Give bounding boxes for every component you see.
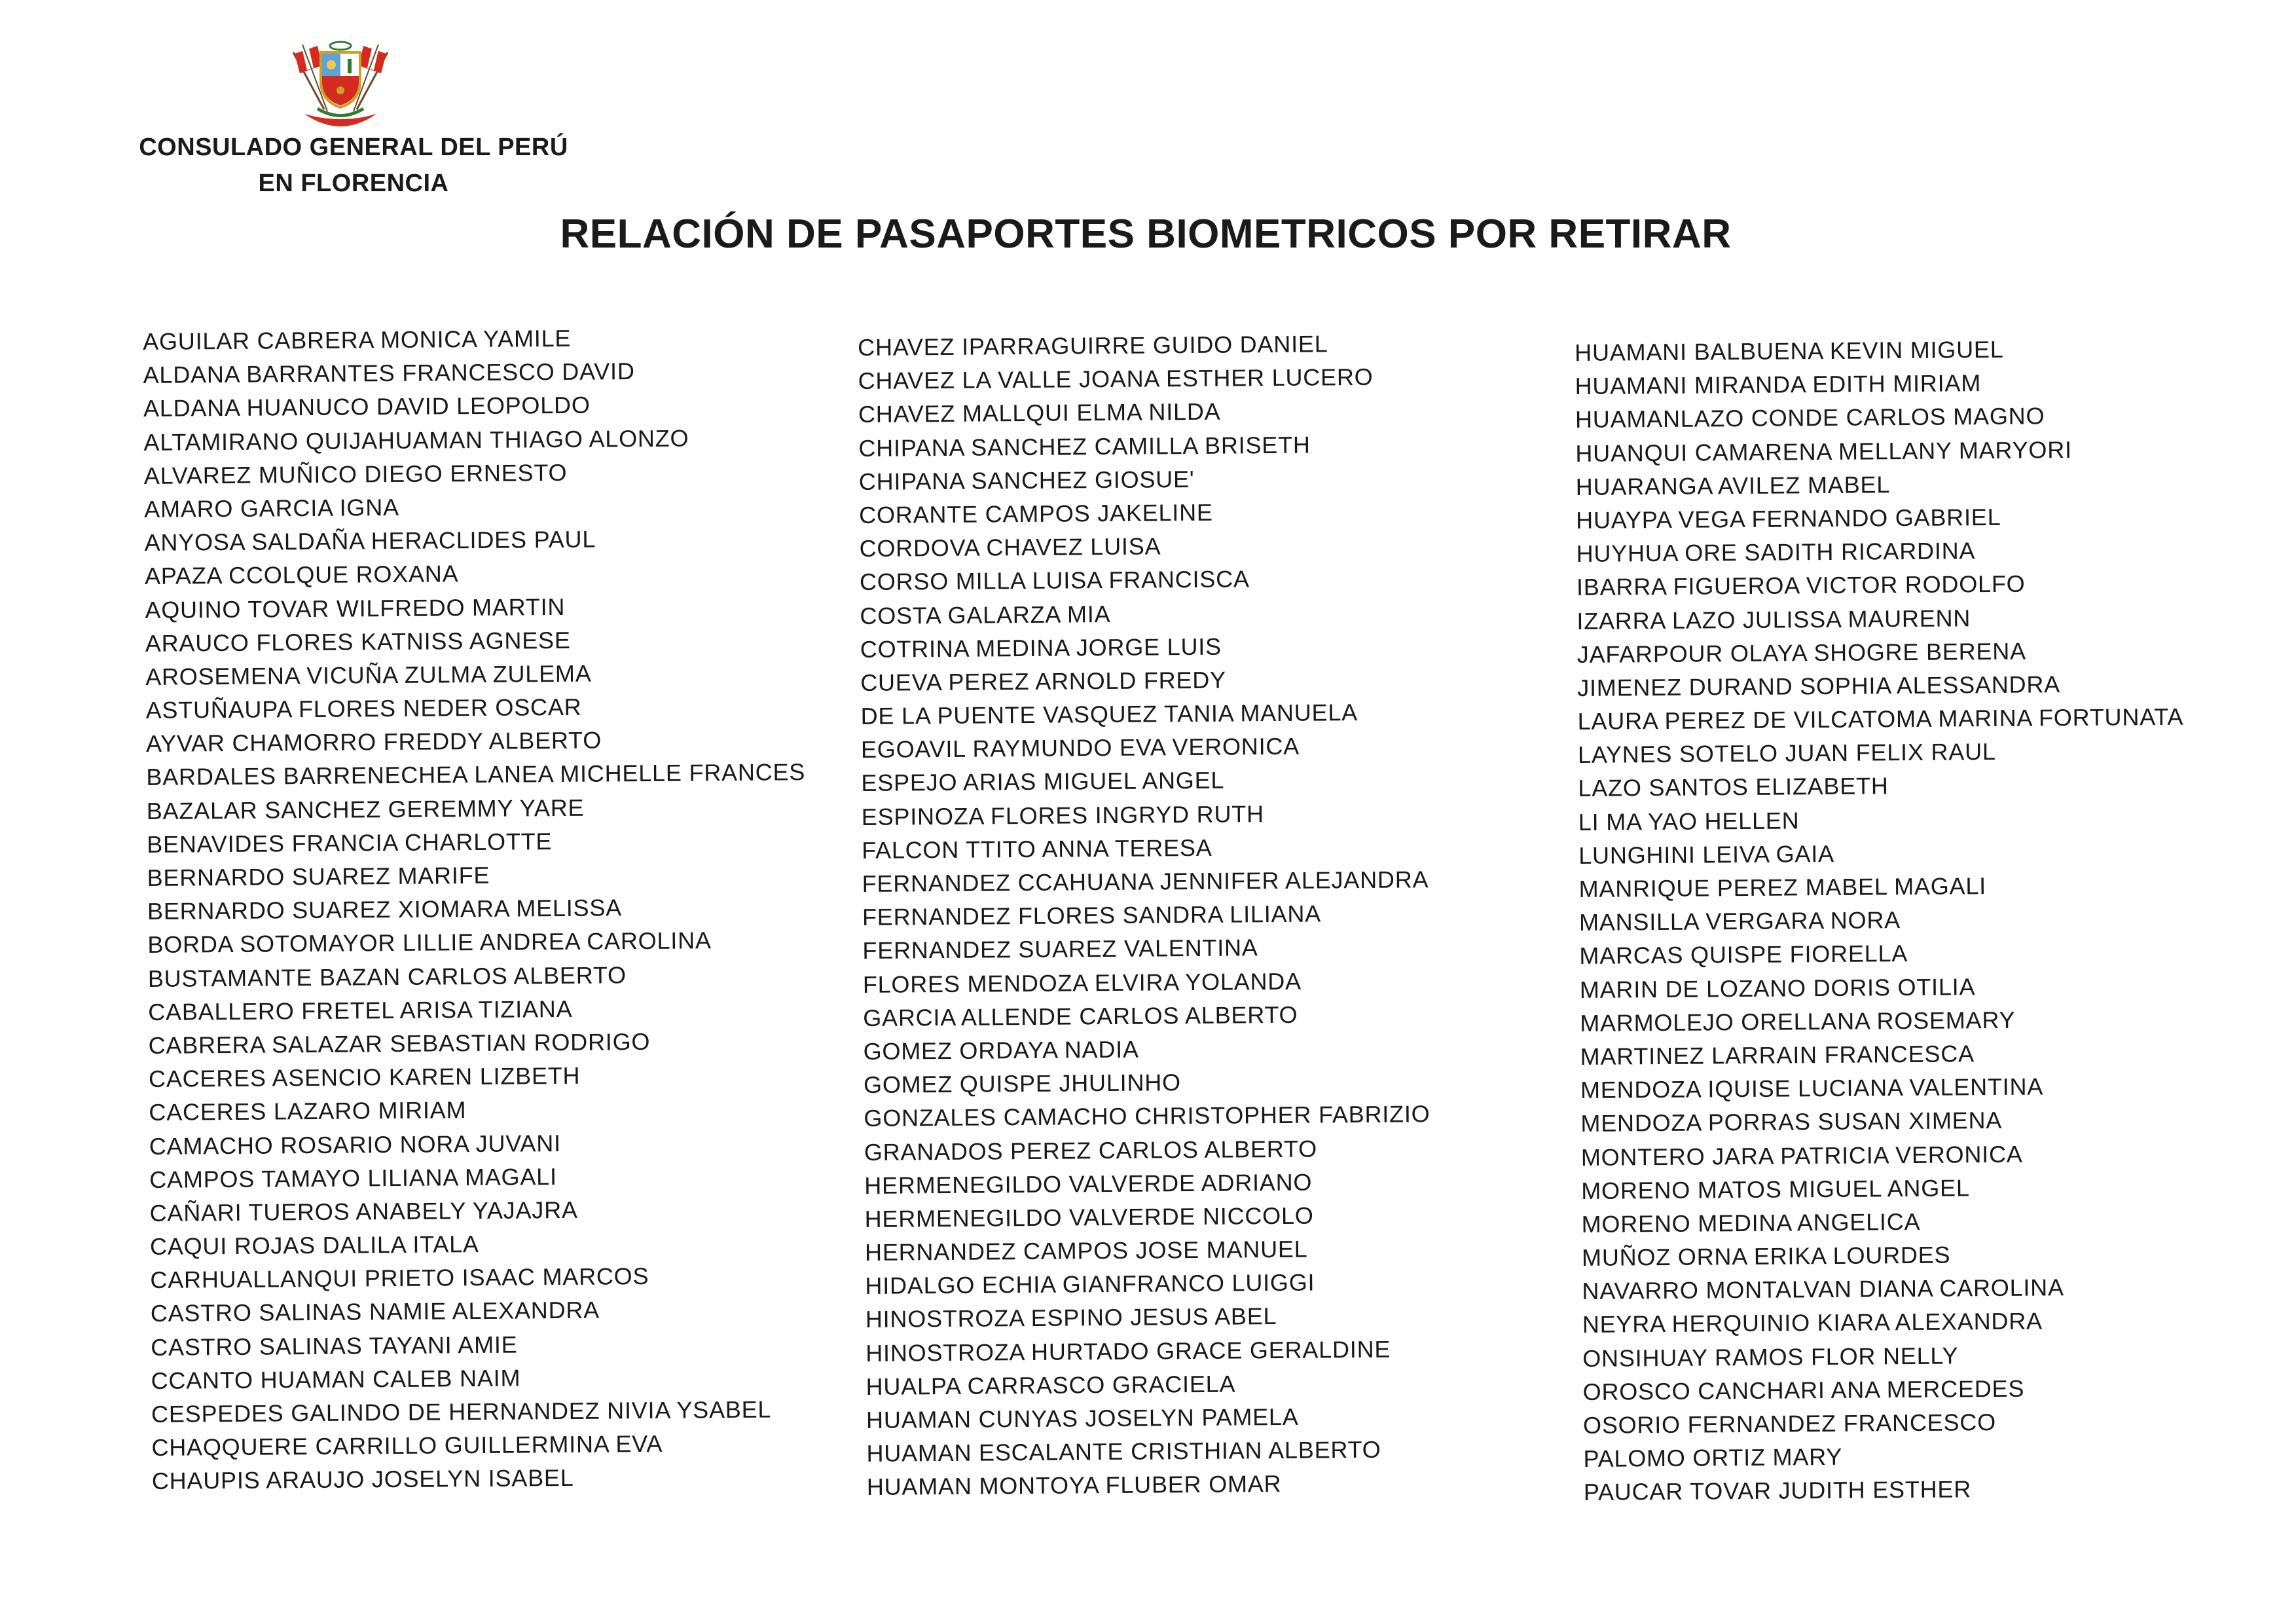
list-item: CAQUI ROJAS DALILA ITALA [149, 1230, 479, 1261]
list-item: CCANTO HUAMAN CALEB NAIM [151, 1364, 521, 1394]
list-item: AYVAR CHAMORRO FREDDY ALBERTO [145, 726, 602, 758]
list-item: ANYOSA SALDAÑA HERACLIDES PAUL [144, 525, 596, 557]
list-item: CUEVA PEREZ ARNOLD FREDY [860, 666, 1227, 696]
list-item: MENDOZA PORRAS SUSAN XIMENA [1580, 1107, 2003, 1137]
list-item: HUAMAN MONTOYA FLUBER OMAR [866, 1470, 1282, 1501]
list-item: ALDANA BARRANTES FRANCESCO DAVID [143, 358, 635, 389]
list-item: BENAVIDES FRANCIA CHARLOTTE [147, 827, 553, 858]
list-item: MUÑOZ ORNA ERIKA LOURDES [1581, 1241, 1951, 1272]
list-item: CHAVEZ MALLQUI ELMA NILDA [858, 398, 1221, 428]
list-item: CASTRO SALINAS NAMIE ALEXANDRA [150, 1297, 600, 1327]
list-item: HUAMANLAZO CONDE CARLOS MAGNO [1575, 402, 2045, 434]
list-item: ASTUÑAUPA FLORES NEDER OSCAR [145, 693, 582, 724]
list-item: IZARRA LAZO JULISSA MAURENN [1576, 604, 1971, 635]
list-item: HERMENEGILDO VALVERDE ADRIANO [864, 1168, 1313, 1199]
list-item: HERMENEGILDO VALVERDE NICCOLO [864, 1202, 1314, 1232]
list-item: FERNANDEZ CCAHUANA JENNIFER ALEJANDRA [862, 866, 1429, 897]
list-item: HUAMANI BALBUENA KEVIN MIGUEL [1575, 335, 2004, 366]
list-item: HUANQUI CAMARENA MELLANY MARYORI [1575, 435, 2072, 467]
list-item: HINOSTROZA ESPINO JESUS ABEL [865, 1302, 1277, 1333]
list-item: BORDA SOTOMAYOR LILLIE ANDREA CAROLINA [147, 927, 712, 959]
list-item: PALOMO ORTIZ MARY [1583, 1443, 1843, 1473]
list-item: OSORIO FERNANDEZ FRANCESCO [1582, 1408, 1997, 1439]
list-item: CAMPOS TAMAYO LILIANA MAGALI [149, 1162, 557, 1193]
list-item: MORENO MATOS MIGUEL ANGEL [1581, 1173, 1970, 1204]
list-item: BERNARDO SUAREZ XIOMARA MELISSA [147, 894, 623, 925]
list-item: CESPEDES GALINDO DE HERNANDEZ NIVIA YSABEL [151, 1395, 772, 1428]
list-item: HUAMAN CUNYAS JOSELYN PAMELA [866, 1403, 1299, 1433]
list-item: MANSILLA VERGARA NORA [1578, 906, 1901, 936]
shield-icon [321, 52, 360, 107]
list-item: CHAQQUERE CARRILLO GUILLERMINA EVA [151, 1430, 663, 1462]
list-item: CABRERA SALAZAR SEBASTIAN RODRIGO [148, 1027, 651, 1059]
list-item: HUAMAN ESCALANTE CRISTHIAN ALBERTO [866, 1435, 1381, 1467]
list-item: ALDANA HUANUCO DAVID LEOPOLDO [143, 392, 591, 422]
document-title: RELACIÓN DE PASAPORTES BIOMETRICOS POR RETIRAR [560, 212, 1732, 257]
list-item: HUAMANI MIRANDA EDITH MIRIAM [1575, 369, 1982, 400]
list-item: LAZO SANTOS ELIZABETH [1578, 772, 1889, 802]
list-item: CASTRO SALINAS TAYANI AMIE [151, 1331, 518, 1361]
list-item: CHAUPIS ARAUJO JOSELYN ISABEL [151, 1464, 574, 1495]
list-item: CORSO MILLA LUISA FRANCISCA [859, 565, 1250, 596]
list-item: FERNANDEZ FLORES SANDRA LILIANA [862, 900, 1322, 931]
list-item: MONTERO JARA PATRICIA VERONICA [1580, 1140, 2023, 1171]
list-item: CORDOVA CHAVEZ LUISA [859, 532, 1161, 563]
consulate-line-1: CONSULADO GENERAL DEL PERÚ [139, 134, 568, 161]
list-item: AGUILAR CABRERA MONICA YAMILE [143, 324, 572, 355]
list-item: CARHUALLANQUI PRIETO ISAAC MARCOS [150, 1263, 649, 1294]
list-item: CACERES LAZARO MIRIAM [149, 1096, 467, 1126]
consulate-line-2: EN FLORENCIA [258, 170, 449, 197]
list-item: OROSCO CANCHARI ANA MERCEDES [1582, 1375, 2025, 1405]
list-item: NEYRA HERQUINIO KIARA ALEXANDRA [1582, 1307, 2043, 1338]
list-item: CHIPANA SANCHEZ GIOSUE' [858, 465, 1195, 495]
list-item: FALCON TTITO ANNA TERESA [862, 834, 1212, 864]
list-item: FERNANDEZ SUAREZ VALENTINA [862, 934, 1258, 965]
list-item: CORANTE CAMPOS JAKELINE [859, 498, 1213, 528]
list-item: AROSEMENA VICUÑA ZULMA ZULEMA [145, 659, 592, 690]
list-item: MENDOZA IQUISE LUCIANA VALENTINA [1580, 1073, 2044, 1104]
names-column-1 [143, 320, 811, 1498]
list-item: NAVARRO MONTALVAN DIANA CAROLINA [1582, 1274, 2064, 1305]
names-column-3 [1575, 331, 2190, 1509]
list-item: MARIN DE LOZANO DORIS OTILIA [1579, 972, 1976, 1003]
list-item: GRANADOS PEREZ CARLOS ALBERTO [864, 1135, 1318, 1166]
list-item: HINOSTROZA HURTADO GRACE GERALDINE [866, 1335, 1391, 1367]
list-item: CAMACHO ROSARIO NORA JUVANI [149, 1129, 562, 1160]
list-item: MANRIQUE PEREZ MABEL MAGALI [1578, 872, 1987, 902]
list-item: GOMEZ ORDAYA NADIA [863, 1035, 1139, 1065]
list-item: MARMOLEJO ORELLANA ROSEMARY [1580, 1006, 2016, 1037]
list-item: HUYHUA ORE SADITH RICARDINA [1576, 537, 1976, 568]
list-item: FLORES MENDOZA ELVIRA YOLANDA [862, 967, 1302, 998]
list-item: ALTAMIRANO QUIJAHUAMAN THIAGO ALONZO [143, 424, 689, 456]
list-item: EGOAVIL RAYMUNDO EVA VERONICA [860, 732, 1300, 764]
list-item: ALVAREZ MUÑICO DIEGO ERNESTO [143, 458, 568, 489]
list-item: APAZA CCOLQUE ROXANA [144, 560, 459, 590]
list-item: ESPINOZA FLORES INGRYD RUTH [861, 800, 1265, 830]
list-item: AMARO GARCIA IGNA [144, 493, 400, 523]
list-item: HUAYPA VEGA FERNANDO GABRIEL [1576, 503, 2001, 534]
list-item: MARCAS QUISPE FIORELLA [1579, 940, 1908, 970]
consulate-name [131, 130, 576, 202]
list-item: GARCIA ALLENDE CARLOS ALBERTO [863, 1001, 1298, 1031]
list-item: CHIPANA SANCHEZ CAMILLA BRISETH [858, 431, 1311, 462]
list-item: HUARANGA AVILEZ MABEL [1575, 470, 1891, 500]
list-item: ARAUCO FLORES KATNISS AGNESE [145, 626, 571, 657]
list-item: BARDALES BARRENECHEA LANEA MICHELLE FRANCES [146, 758, 806, 791]
list-item: ESPEJO ARIAS MIGUEL ANGEL [861, 767, 1225, 797]
list-item: HERNANDEZ CAMPOS JOSE MANUEL [864, 1235, 1308, 1266]
list-item: JIMENEZ DURAND SOPHIA ALESSANDRA [1577, 671, 2061, 701]
peru-coat-of-arms-icon [288, 41, 393, 129]
list-item: CHAVEZ LA VALLE JOANA ESTHER LUCERO [858, 363, 1374, 395]
list-item: CAÑARI TUEROS ANABELY YAJAJRA [149, 1196, 578, 1227]
list-item: MARTINEZ LARRAIN FRANCESCA [1580, 1040, 1975, 1070]
list-item: COSTA GALARZA MIA [860, 600, 1111, 629]
names-column-2 [858, 326, 1434, 1504]
list-item: HUALPA CARRASCO GRACIELA [866, 1370, 1236, 1400]
list-item: PAUCAR TOVAR JUDITH ESTHER [1583, 1475, 1972, 1506]
list-item: GONZALES CAMACHO CHRISTOPHER FABRIZIO [864, 1100, 1430, 1132]
list-item: JAFARPOUR OLAYA SHOGRE BERENA [1576, 637, 2027, 668]
list-item: CACERES ASENCIO KAREN LIZBETH [148, 1061, 581, 1093]
list-item: LI MA YAO HELLEN [1578, 806, 1800, 836]
list-item: BAZALAR SANCHEZ GEREMMY YARE [146, 794, 585, 824]
list-item: LAURA PEREZ DE VILCATOMA MARINA FORTUNATA [1577, 703, 2184, 735]
list-item: MORENO MEDINA ANGELICA [1581, 1208, 1921, 1238]
list-item: HIDALGO ECHIA GIANFRANCO LUIGGI [865, 1268, 1315, 1300]
list-item: LUNGHINI LEIVA GAIA [1578, 840, 1835, 869]
list-item: BERNARDO SUAREZ MARIFE [147, 861, 490, 891]
list-item: ONSIHUAY RAMOS FLOR NELLY [1582, 1342, 1959, 1372]
list-item: IBARRA FIGUEROA VICTOR RODOLFO [1576, 570, 2026, 601]
list-item: LAYNES SOTELO JUAN FELIX RAUL [1577, 738, 1996, 769]
list-item: COTRINA MEDINA JORGE LUIS [860, 633, 1222, 663]
list-item: CABALLERO FRETEL ARISA TIZIANA [148, 995, 573, 1025]
list-item: DE LA PUENTE VASQUEZ TANIA MANUELA [860, 699, 1358, 730]
list-item: CHAVEZ IPARRAGUIRRE GUIDO DANIEL [858, 330, 1328, 361]
list-item: GOMEZ QUISPE JHULINHO [863, 1069, 1182, 1099]
list-item: AQUINO TOVAR WILFREDO MARTIN [145, 593, 566, 623]
list-item: BUSTAMANTE BAZAN CARLOS ALBERTO [147, 961, 627, 992]
